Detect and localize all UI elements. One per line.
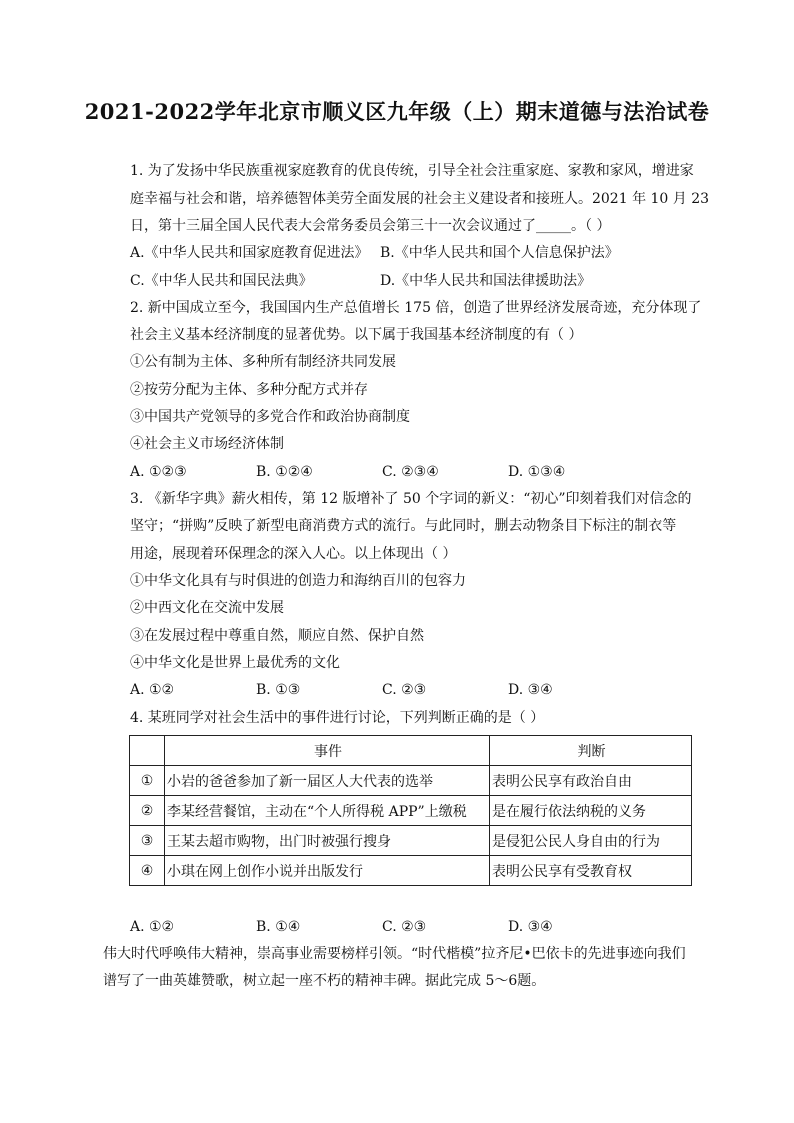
q1-line-1: 1. 为了发扬中华民族重视家庭教育的优良传统，引导全社会注重家庭、家教和家风，增进家: [130, 163, 694, 179]
table-cell: 李某经营餐馆，主动在“个人所得税 APP”上缴税: [165, 796, 490, 826]
q4-options: [130, 917, 634, 937]
table-cell: ①: [130, 766, 165, 796]
table-row: [130, 826, 692, 856]
q4-option-a: A. ①②: [130, 919, 175, 935]
table-row: [130, 766, 692, 796]
table-cell: 是在履行依法纳税的义务: [490, 796, 692, 826]
q2-option-a: A. ①②③: [130, 464, 187, 480]
q2-item-4: ④社会主义市场经济体制: [130, 436, 284, 452]
q1-option-d: D.《中华人民共和国法律援助法》: [380, 273, 592, 289]
passage-line-2: 谱写了一曲英雄赞歌，树立起一座不朽的精神丰碑。据此完成 5～6题。: [103, 973, 546, 989]
q4-option-d: D. ③④: [508, 919, 553, 935]
q2-line-2: 社会主义基本经济制度的显著优势。以下属于我国基本经济制度的有（ ）: [130, 327, 583, 343]
table-header-row: [130, 736, 692, 766]
page-title: 2021-2022学年北京市顺义区九年级（上）期末道德与法治试卷: [84, 99, 710, 124]
table-row: [130, 796, 692, 826]
q1-options-row-1: [130, 243, 630, 263]
q4-line-1: 4. 某班同学对社会生活中的事件进行讨论，下列判断正确的是（ ）: [130, 710, 545, 726]
q1-options-row-2: [130, 271, 630, 291]
q2-item-2: ②按劳分配为主体、多种分配方式并存: [130, 382, 368, 398]
passage-line-1: 伟大时代呼唤伟大精神，崇高事业需要榜样引领。“时代楷模”拉齐尼•巴依卡的先进事迹向我们: [103, 946, 686, 962]
table-cell: 王某去超市购物，出门时被强行搜身: [165, 826, 490, 856]
q3-item-2: ②中西文化在交流中发展: [130, 600, 284, 616]
table-cell: ②: [130, 796, 165, 826]
table-cell: 表明公民享有受教育权: [490, 856, 692, 886]
q4-option-b: B. ①④: [256, 919, 301, 935]
table-header-cell: 判断: [490, 736, 692, 766]
q2-options: [130, 462, 634, 482]
q3-option-c: C. ②③: [382, 682, 427, 698]
q3-item-4: ④中华文化是世界上最优秀的文化: [130, 655, 340, 671]
q3-option-d: D. ③④: [508, 682, 553, 698]
q3-option-a: A. ①②: [130, 682, 175, 698]
table-cell: 小琪在网上创作小说并出版发行: [165, 856, 490, 886]
table-row: [130, 856, 692, 886]
q1-line-2: 庭幸福与社会和谐，培养德智体美劳全面发展的社会主义建设者和接班人。2021 年 10 月 23: [130, 191, 710, 207]
q1-line-3: 日，第十三届全国人民代表大会常务委员会第三十一次会议通过了_____。（ ）: [130, 218, 611, 234]
q3-option-b: B. ①③: [256, 682, 301, 698]
q3-options: [130, 680, 634, 700]
q4-option-c: C. ②③: [382, 919, 427, 935]
table-cell: 小岩的爸爸参加了新一届区人大代表的选举: [165, 766, 490, 796]
q4-table: [129, 735, 692, 886]
q3-line-1: 3. 《新华字典》薪火相传，第 12 版增补了 50 个字词的新义：“初心”印刻着我们对信念的: [130, 491, 692, 507]
q3-item-1: ①中华文化具有与时俱进的创造力和海纳百川的包容力: [130, 573, 466, 589]
q2-option-b: B. ①②④: [256, 464, 313, 480]
table-cell: 是侵犯公民人身自由的行为: [490, 826, 692, 856]
q2-item-1: ①公有制为主体、多种所有制经济共同发展: [130, 354, 396, 370]
table-cell: ③: [130, 826, 165, 856]
q3-item-3: ③在发展过程中尊重自然，顺应自然、保护自然: [130, 628, 424, 644]
table-header-cell: [130, 736, 165, 766]
q1-option-c: C.《中华人民共和国民法典》: [130, 273, 313, 289]
q1-option-b: B.《中华人民共和国个人信息保护法》: [380, 245, 619, 261]
table-header-cell: 事件: [165, 736, 490, 766]
table-cell: 表明公民享有政治自由: [490, 766, 692, 796]
q2-line-1: 2. 新中国成立至今，我国国内生产总值增长 175 倍，创造了世界经济发展奇迹，充分体现了: [130, 300, 702, 316]
q3-line-3: 用途，展现着环保理念的深入人心。以上体现出（ ）: [130, 546, 457, 562]
q2-option-c: C. ②③④: [382, 464, 439, 480]
q3-line-2: 坚守；“拼购”反映了新型电商消费方式的流行。与此同时，删去动物条目下标注的制衣等: [130, 518, 677, 534]
q1-option-a: A.《中华人民共和国家庭教育促进法》: [130, 245, 369, 261]
q2-item-3: ③中国共产党领导的多党合作和政治协商制度: [130, 409, 410, 425]
table-cell: ④: [130, 856, 165, 886]
q2-option-d: D. ①③④: [508, 464, 566, 480]
